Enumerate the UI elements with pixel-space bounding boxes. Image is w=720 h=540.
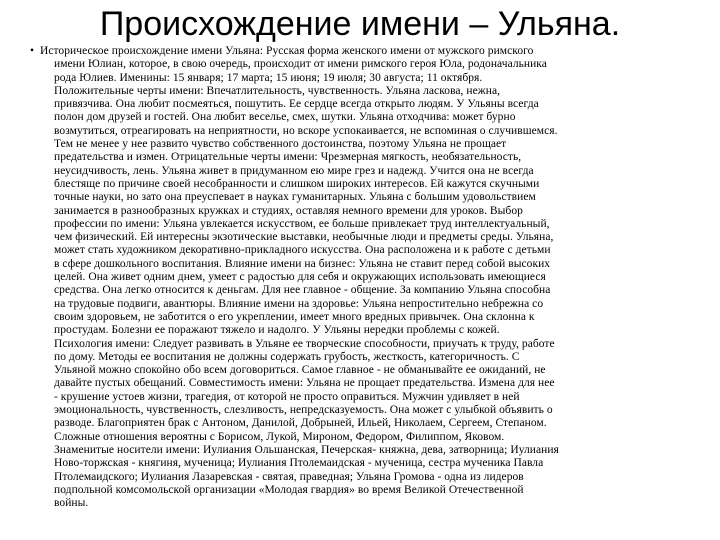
- body-text-line: целей. Она живет одним днем, умеет с радостью для себя и окружающих использовать имеющиеся: [54, 271, 546, 284]
- body-text-line: Тем не менее у нее развито чувство собственного достоинства, поэтому Ульяна не прощает: [54, 138, 507, 151]
- body-text-line: привязчива. Она любит посмеяться, пошутить. Ее сердце всегда открыто людям. У Ульяны всегда: [54, 98, 539, 111]
- body-text-line: Ульяной можно спокойно обо всем договориться. Самое главное - не обманывайте ее ожиданий, не: [54, 364, 546, 377]
- body-text-line: рода Юлиев. Именины: 15 января; 17 марта; 15 июня; 19 июля; 30 августа; 11 октября.: [54, 71, 483, 84]
- body-text-line: по дому. Методы ее воспитания не должны содержать грубость, жесткость, категоричность. С: [54, 350, 520, 363]
- body-text-line: неусидчивость, лень. Ульяна живет в придуманном ею мире грез и надежд. Учится она не всегда: [54, 164, 534, 177]
- body-text-line: средства. Она легко относится к деньгам. Для нее главное - общение. За компанию Ульяна способна: [54, 284, 551, 297]
- slide-body-text: [40, 45, 690, 510]
- body-text-line: Птолемаидского; Иулиания Лазаревская - святая, праведная; Ульяна Громова - одна из лидеров: [54, 470, 524, 483]
- body-text-line: блестяще по причине своей несобранности и слишком широких интересов. Ей кажутся скучными: [54, 177, 540, 190]
- body-text-line: в сфере дошкольного воспитания. Влияние имени на бизнес: Ульяна не ставит перед собой высоких: [54, 257, 551, 270]
- body-text-line: подпольной комсомольской организации «Молодая гвардия» во время Великой Отечественной: [54, 483, 524, 496]
- body-text-line: Психология имени: Следует развивать в Ульяне ее творческие способности, приучать к труду, работе: [54, 337, 555, 350]
- body-text-line: Сложные отношения вероятны с Борисом, Лукой, Мироном, Федором, Филиппом, Яковом.: [54, 430, 505, 443]
- slide-title: Происхождение имени – Ульяна.: [99, 5, 621, 43]
- body-text-line: предательства и измен. Отрицательные черты имени: Чрезмерная мягкость, необязательность,: [54, 151, 522, 164]
- body-text-line: возмутиться, отреагировать на неприятности, но вскоре успокаивается, не вспоминая о случившемся.: [54, 124, 558, 137]
- body-text-line: на трудовые подвиги, авантюры. Влияние имени на здоровье: Ульяна непростительно небрежна со: [54, 297, 544, 310]
- body-text-line: простудам. Болезни ее поражают тяжело и надолго. У Ульяны нередки проблемы с кожей.: [54, 324, 500, 337]
- body-text-line: занимается в разнообразных кружках и студиях, оставляя немного времени для уроков. Выбор: [54, 204, 523, 217]
- body-text-line: разводе. Благоприятен брак с Антоном, Данилой, Добрыней, Ильей, Николаем, Сергеем, Степаном.: [54, 417, 547, 430]
- body-text-line: имени Юлиан, которое, в свою очередь, происходит от имени римского героя Юла, родоначальника: [54, 58, 547, 71]
- body-text-line: Историческое происхождение имени Ульяна: Русская форма женского имени от мужского римского: [40, 45, 534, 57]
- body-text-line: Положительные черты имени: Впечатлительность, чувственность. Ульяна ласкова, нежна,: [54, 84, 501, 97]
- body-text-line: войны.: [54, 497, 89, 510]
- body-text-line: полон дом друзей и гостей. Она любит веселье, смех, шутки. Ульяна отходчива: может бурно: [54, 111, 516, 124]
- body-text-line: Ново-торжская - княгиня, мученица; Иулиания Птолемаидская - мученица, сестра мученика Павла: [54, 457, 544, 470]
- body-text-line: - крушение устоев жизни, трагедия, от которой не просто оправиться. Мужчин удивляет в ней: [54, 390, 520, 403]
- body-text-line: профессии по имени: Ульяна увлекается искусством, ее больше привлекает труд интеллектуальный,: [54, 217, 550, 230]
- body-text-line: чем физический. Ей интересны экзотические выставки, необычные люди и предметы среды. Ульяна,: [54, 231, 554, 244]
- body-text-line: своим здоровьем, не заботится о его укреплении, имеет много вредных привычек. Она склонна к: [54, 310, 535, 323]
- body-text-line: эмоциональность, чувственность, слезливость, непредсказуемость. Она может с улыбкой объявить о: [54, 404, 553, 417]
- body-text-line: Знаменитые носители имени: Иулиания Ольшанская, Печерская- княжна, дева, затворница; Иулиания: [54, 443, 559, 456]
- body-text-line: может стать художником декоративно-прикладного искусства. Она расположена и к работе с детьми: [54, 244, 551, 257]
- bullet-icon: •: [30, 45, 35, 57]
- body-text-line: точные науки, но зато она преуспевает в науках гуманитарных. Ульяна с большим удовольствием: [54, 191, 536, 204]
- body-text-line: давайте пустых обещаний. Совместимость имени: Ульяна не прощает предательства. Измена для нее: [54, 377, 555, 390]
